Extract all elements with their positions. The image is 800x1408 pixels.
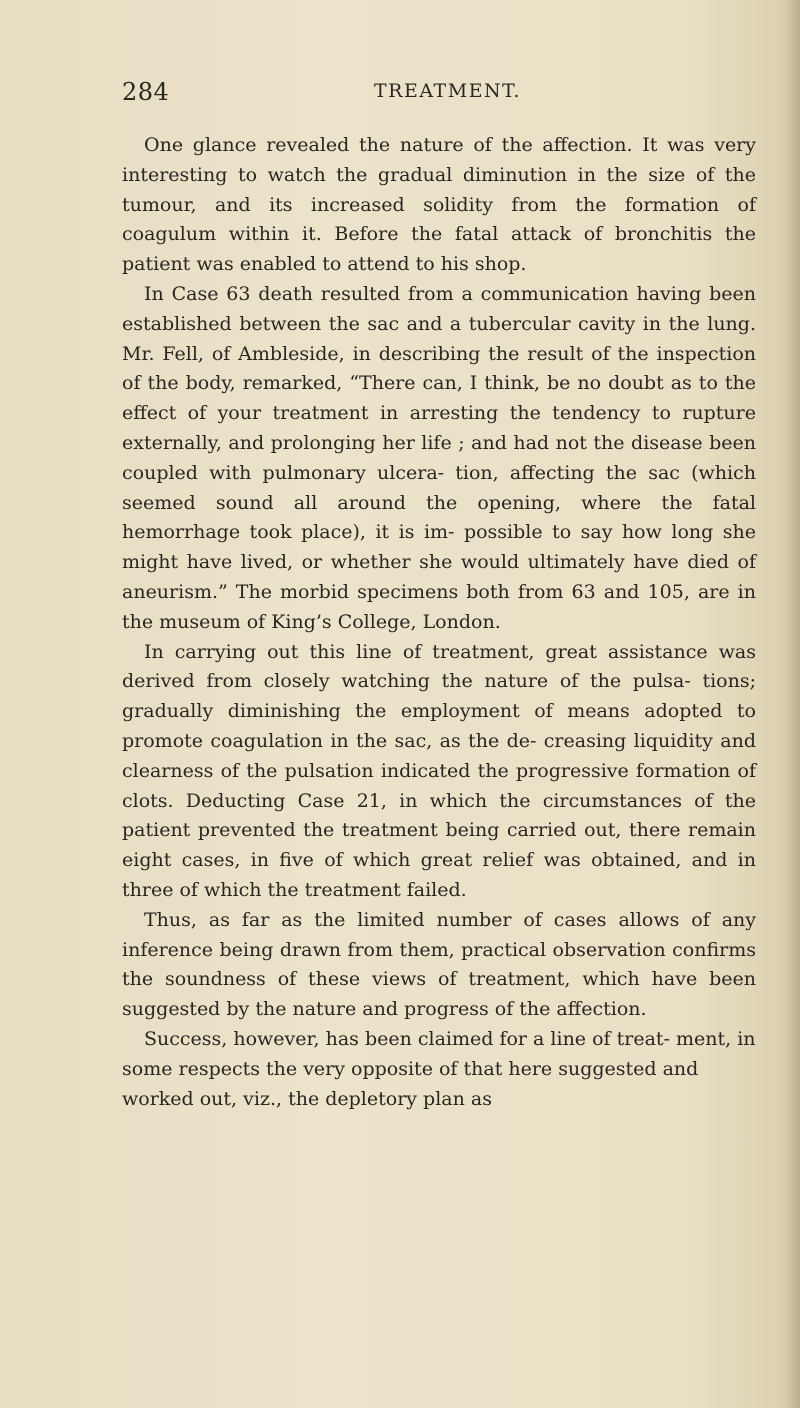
- page-header: [122, 78, 742, 112]
- paragraph: Thus, as far as the limited number of cases allows of any inference being drawn from them, practical observation confirms the soundness of these views of treatment, which have been suggested by the nature and progress of the affection.: [122, 908, 756, 1021]
- paragraph: In Case 63 death resulted from a communication having been established between the sac and a tubercular cavity in the lung. Mr. Fell, of Ambleside, in describing the result of the inspection of the body, remarked, “There can, I think, be no doubt as to the effect of your treatment in arresting the tendency to rupture externally, and prolonging her life ; and had not the disease been coupled with pulmonary ulcera- tion, affecting the sac (which seemed sound all around the opening, where the fatal hemorrhage took place), it is im- possible to say how long she might have lived, or whether she would ultimately have died of aneurism.” The morbid specimens both from 63 and 105, are in the museum of King’s College, London.: [122, 282, 756, 633]
- page-edge-shadow: [786, 0, 800, 1408]
- body-text: [122, 131, 756, 1114]
- paragraph: One glance revealed the nature of the affection. It was very interesting to watch the gradual diminution in the size of the tumour, and its increased solidity from the formation of coagulum within it. Before the fatal attack of bronchitis the patient was enabled to attend to his shop.: [122, 134, 756, 276]
- running-head: TREATMENT.: [374, 80, 522, 102]
- paragraph: In carrying out this line of treatment, great assistance was derived from closely watching the nature of the pulsa- tions; gradually diminishing the employment of means adopted to promote coagulation in the sac, as the de- creasing liquidity and clearness of the pulsation indicated the progressive formation of clots. Deducting Case 21, in which the circumstances of the patient prevented the treatment being carried out, there remain eight cases, in five of which great relief was obtained, and in three of which the treatment failed.: [122, 640, 756, 901]
- page-number: 284: [122, 78, 170, 106]
- paragraph: Success, however, has been claimed for a line of treat- ment, in some respects the very opposite of that here suggested and worked out, viz., the depletory plan as: [122, 1027, 756, 1110]
